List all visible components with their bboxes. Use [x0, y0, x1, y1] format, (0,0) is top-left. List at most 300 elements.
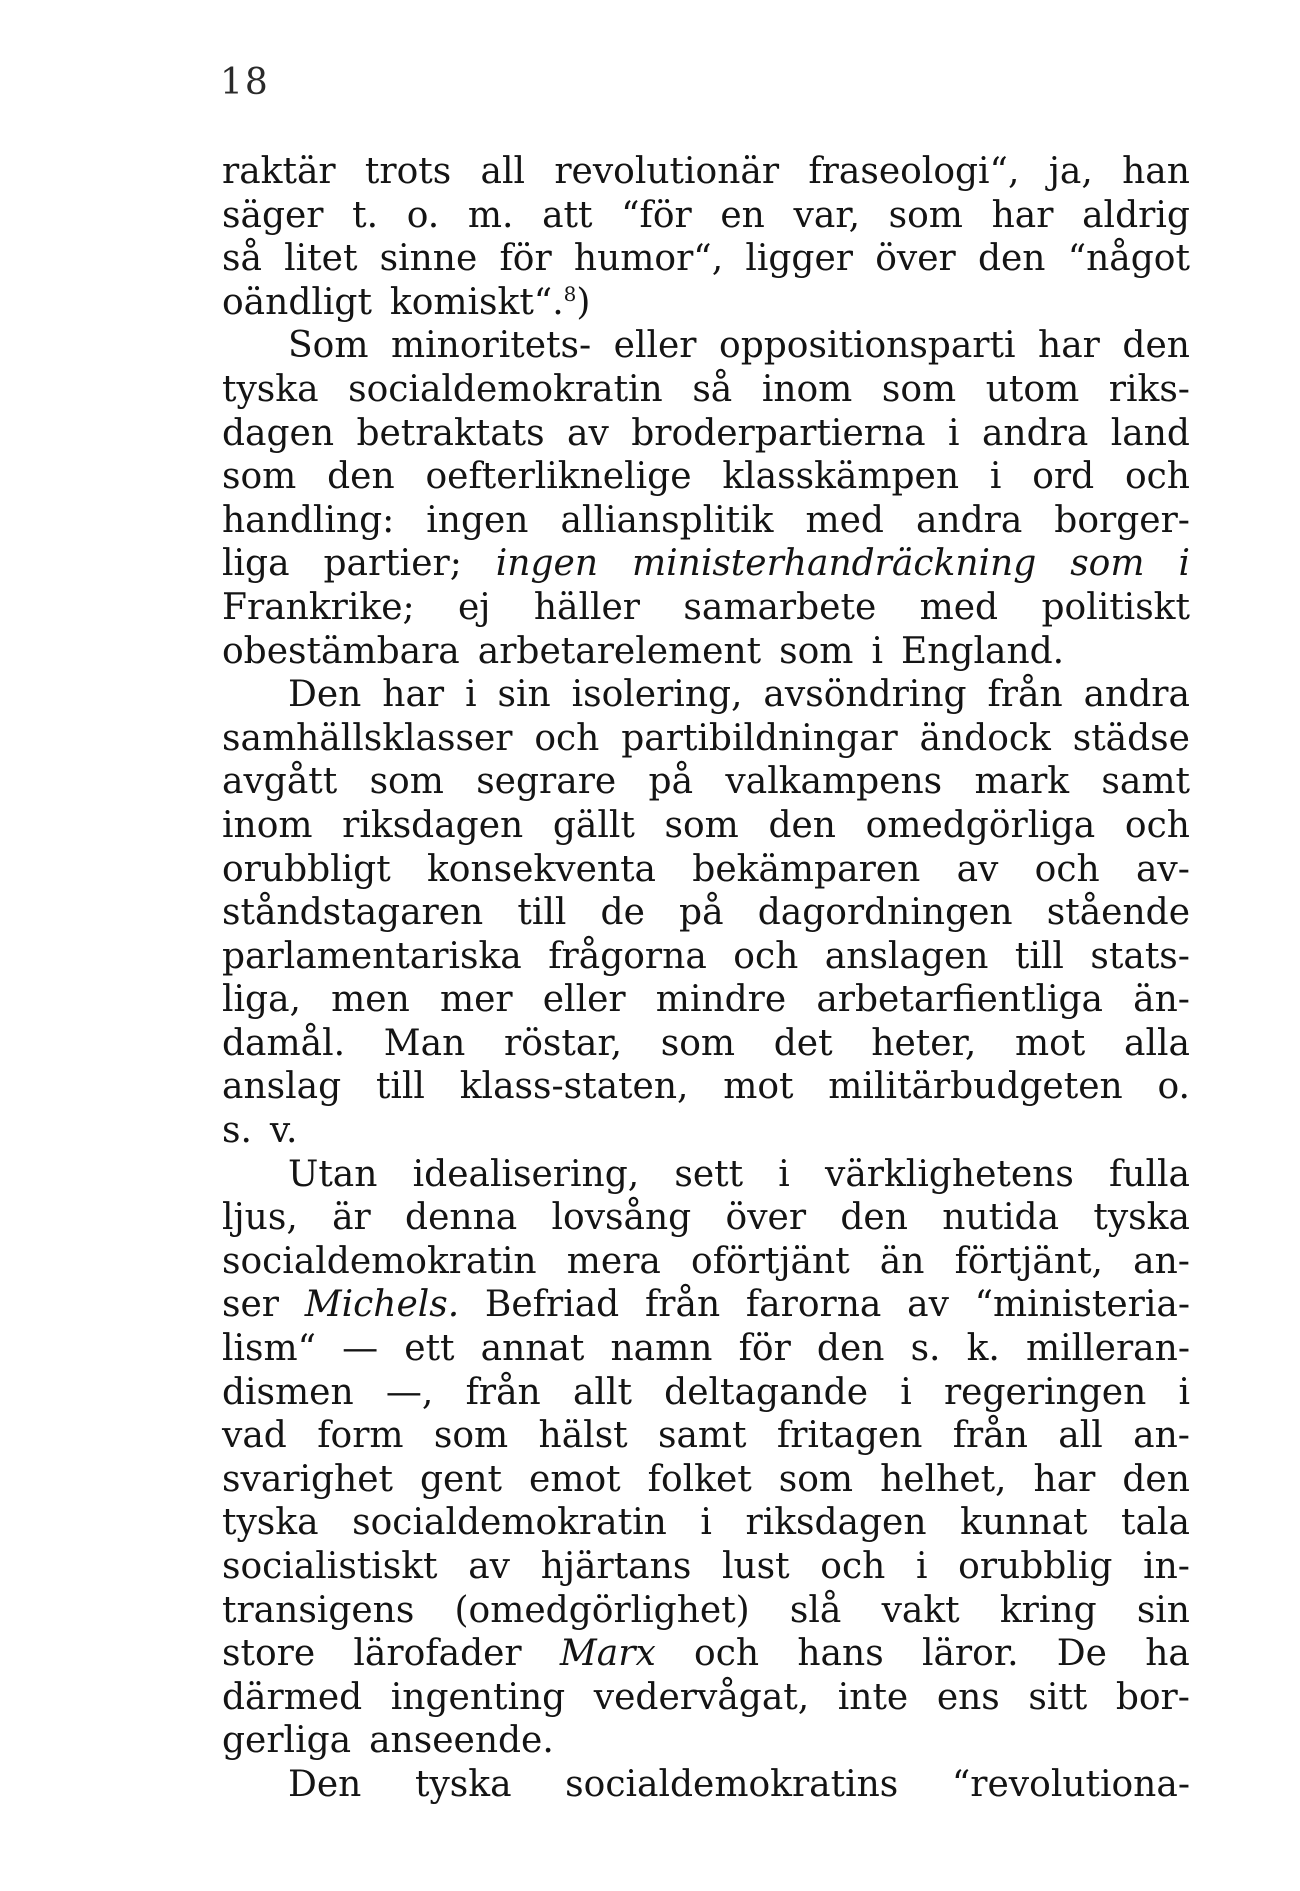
word — [386, 1371, 433, 1415]
word — [683, 586, 876, 630]
word — [937, 1676, 1000, 1720]
word — [1109, 1153, 1190, 1197]
word-text: oefterliknelige — [425, 456, 692, 498]
word — [866, 804, 1096, 848]
word-text: alliansplitik — [560, 499, 774, 541]
word — [900, 1371, 912, 1415]
word-text: arbetarelement — [477, 630, 762, 672]
word — [496, 542, 598, 586]
text-line — [222, 368, 1190, 412]
word-text: denna — [405, 1197, 518, 1239]
word-text: vedervågat, — [593, 1676, 810, 1718]
word-text: i — [989, 456, 1002, 498]
word — [723, 1065, 793, 1109]
word-text: nutida — [942, 1197, 1060, 1239]
word-text: arbetarfientliga — [816, 979, 1103, 1021]
word — [1026, 1327, 1190, 1371]
word — [1125, 804, 1190, 848]
word — [222, 586, 415, 630]
word — [380, 237, 478, 281]
word-text: slå — [789, 1589, 842, 1631]
word-text: revolutionär — [554, 151, 780, 192]
word-text: av — [567, 412, 609, 454]
word — [722, 1545, 790, 1589]
word — [1034, 1458, 1096, 1502]
word — [305, 1283, 459, 1327]
word-text: så — [222, 238, 262, 280]
word-text: emot — [529, 1458, 621, 1500]
word-text: är — [332, 1197, 371, 1239]
word-text: samhällsklasser — [222, 717, 513, 759]
text-line — [222, 281, 1190, 325]
footnote-marker: 8 — [563, 281, 577, 306]
word — [875, 237, 956, 281]
word — [774, 1022, 833, 1066]
word — [534, 586, 640, 630]
text-line — [222, 150, 1190, 194]
word-text: namn — [610, 1328, 713, 1370]
word-text: som — [888, 194, 963, 236]
word-text: Den — [288, 674, 362, 716]
word — [1073, 717, 1190, 761]
word-text: inom — [761, 368, 853, 410]
word-text: inte — [837, 1676, 909, 1718]
word — [384, 1022, 466, 1066]
word — [768, 804, 836, 848]
word-text: ståndstagaren — [222, 892, 484, 934]
word — [468, 1545, 510, 1589]
word — [674, 1153, 743, 1197]
word-text: ingenting — [390, 1676, 566, 1718]
word-text: betraktats — [356, 412, 545, 454]
text-line — [222, 673, 1190, 717]
word-text: socialdemokratin — [352, 1502, 667, 1544]
word — [222, 1371, 354, 1415]
word — [779, 1458, 853, 1502]
word — [692, 368, 732, 412]
word-text: gent — [420, 1458, 503, 1500]
word — [370, 760, 444, 804]
word-text: läror. — [921, 1633, 1019, 1675]
word-text: över — [875, 238, 956, 280]
body-text — [222, 150, 1190, 1807]
word — [567, 1240, 661, 1284]
word — [745, 1501, 926, 1545]
word — [1178, 542, 1190, 586]
word — [1136, 848, 1190, 892]
word — [567, 412, 609, 456]
text-line — [222, 804, 1190, 848]
word — [554, 150, 779, 194]
word-text: Som — [288, 325, 369, 367]
word-text: gällt — [552, 804, 635, 846]
word-text: parlamentariska — [222, 935, 522, 977]
word-text: en — [720, 194, 765, 236]
word — [288, 324, 368, 368]
word-text: i — [778, 1153, 790, 1195]
word-text: andra — [981, 412, 1089, 454]
word — [1049, 150, 1093, 194]
word-text: som — [881, 368, 957, 410]
word — [565, 1763, 898, 1807]
word-text: utom — [985, 368, 1080, 410]
word — [499, 237, 551, 281]
word-text: hans — [797, 1633, 884, 1675]
word-text: ändock — [919, 717, 1051, 759]
word — [222, 848, 391, 892]
word-text: så — [692, 368, 733, 410]
word — [222, 804, 313, 848]
word — [376, 1065, 425, 1109]
word — [222, 1676, 362, 1720]
word-text: i — [871, 630, 883, 672]
word — [763, 673, 966, 717]
word-text: andra — [915, 499, 1023, 541]
word — [541, 1545, 692, 1589]
word-text: var, — [793, 194, 861, 236]
word — [352, 194, 378, 238]
word — [222, 194, 324, 238]
word — [880, 1458, 1006, 1502]
word-text: från — [952, 1415, 1028, 1457]
word-text: Frankrike; — [222, 586, 415, 628]
word-text: land — [1110, 412, 1190, 454]
text-line — [222, 412, 1190, 456]
word — [725, 760, 942, 804]
word-text: som — [779, 630, 854, 672]
word-text: och — [1124, 456, 1190, 498]
word-text: annat — [480, 1328, 585, 1370]
text-line — [222, 1414, 1190, 1458]
word — [356, 412, 544, 456]
word — [1145, 1632, 1190, 1676]
word-text: socialistiskt — [222, 1546, 438, 1587]
word-text: tyska — [222, 368, 319, 410]
word-text: anslag — [222, 1066, 342, 1108]
word — [825, 935, 989, 979]
word-text: Man — [383, 1022, 466, 1064]
word-text: inom — [222, 804, 313, 846]
word — [992, 194, 1054, 238]
word — [777, 1414, 923, 1458]
word — [746, 1283, 882, 1327]
word-text: röstar, — [504, 1022, 623, 1064]
word-text: på — [679, 892, 724, 934]
text-line — [222, 1589, 1190, 1633]
word — [658, 1414, 747, 1458]
word — [967, 1327, 1000, 1371]
word-text: dagen — [222, 412, 335, 454]
word-text: som — [778, 1458, 854, 1500]
word-text: den — [1122, 325, 1190, 367]
word — [820, 1545, 885, 1589]
word-text: an- — [1133, 1240, 1190, 1282]
word-text: fraseologi“, — [808, 151, 1020, 192]
word — [465, 673, 477, 717]
word — [665, 804, 739, 848]
word — [352, 1501, 667, 1545]
word-text: folket — [647, 1458, 752, 1500]
word — [222, 1065, 341, 1109]
text-line — [222, 1109, 1190, 1153]
word — [838, 1676, 908, 1720]
word-text: Marx — [559, 1633, 656, 1675]
word-text: — — [342, 1328, 379, 1370]
word — [828, 1065, 1122, 1109]
word-text: raktär — [222, 151, 336, 192]
word — [907, 1283, 949, 1327]
word — [1111, 412, 1190, 456]
word-text: i — [1178, 543, 1190, 585]
word-text: komiskt“. — [389, 281, 564, 323]
word-text: och — [1124, 804, 1190, 846]
text-line — [222, 1458, 1190, 1502]
word — [955, 1240, 1103, 1284]
word — [222, 412, 334, 456]
word — [990, 455, 1002, 499]
word-text: mindre — [655, 979, 787, 1021]
word-text: i — [465, 674, 477, 716]
word-text: helhet, — [880, 1458, 1007, 1500]
word-text: i — [915, 1546, 928, 1587]
word-text: partibildningar — [621, 717, 898, 759]
word-text: ingen — [495, 543, 599, 585]
word-text: k. — [966, 1328, 1000, 1370]
word-text: samarbete — [683, 586, 877, 628]
word — [1090, 935, 1190, 979]
word — [911, 1327, 941, 1371]
word-text: sinne — [379, 238, 478, 280]
word — [916, 499, 1022, 543]
word — [901, 630, 1064, 674]
word-text: i — [900, 1371, 912, 1413]
word — [331, 978, 410, 1022]
word — [504, 1022, 622, 1066]
word-text: med — [805, 499, 884, 541]
word — [632, 542, 1036, 586]
word-text: fritagen — [776, 1415, 923, 1457]
word-text: sin — [1136, 1589, 1190, 1631]
word-text: och — [733, 935, 799, 977]
word — [426, 499, 528, 543]
word — [534, 717, 599, 761]
word — [664, 1371, 868, 1415]
word-text: mark — [974, 761, 1070, 803]
word — [1125, 455, 1190, 499]
word — [825, 1153, 1074, 1197]
word-text: vakt — [881, 1589, 960, 1631]
word-text: dagordningen — [757, 892, 1013, 934]
word-text: ljus, — [222, 1197, 298, 1239]
word — [982, 412, 1088, 456]
word-text: han — [1122, 151, 1190, 192]
word-text: till — [375, 1066, 425, 1108]
word — [468, 194, 514, 238]
word-text: “för — [621, 194, 692, 236]
word — [222, 1283, 279, 1327]
word — [222, 717, 512, 761]
word — [222, 542, 290, 586]
word-text: den — [327, 456, 395, 498]
word-text: har — [1033, 1458, 1096, 1500]
word-text: idealisering, — [412, 1153, 640, 1195]
word — [692, 848, 920, 892]
word-text: fulla — [1109, 1153, 1190, 1195]
word — [1054, 499, 1190, 543]
text-line — [222, 848, 1190, 892]
word — [840, 1196, 908, 1240]
word-text: sitt — [1028, 1676, 1088, 1718]
text-line — [222, 1153, 1190, 1197]
word-text: minoritets- — [391, 325, 592, 367]
word-text: liga — [222, 543, 290, 585]
word — [413, 1153, 640, 1197]
word-text: form — [317, 1415, 404, 1457]
word — [222, 281, 372, 325]
word — [1178, 1371, 1190, 1415]
word — [543, 978, 626, 1022]
word-text: lism“ — [222, 1328, 317, 1370]
word — [222, 1589, 414, 1633]
word — [1122, 1458, 1190, 1502]
word — [700, 1501, 712, 1545]
word — [920, 586, 999, 630]
word-text: över — [725, 1197, 807, 1239]
word — [808, 150, 1019, 194]
word-text: tyska — [222, 1502, 319, 1544]
word — [415, 1763, 512, 1807]
word-text: värklighetens — [824, 1153, 1074, 1195]
word-text: riksdagen — [745, 1502, 927, 1544]
word — [719, 324, 1015, 368]
word-text: oändligt — [222, 281, 372, 323]
word — [1133, 1240, 1190, 1284]
word — [1047, 891, 1190, 935]
word — [498, 673, 551, 717]
word — [1101, 760, 1190, 804]
word-text: riks- — [1108, 368, 1190, 410]
word — [733, 935, 798, 979]
word — [481, 150, 526, 194]
word-text: tyska — [1093, 1197, 1190, 1239]
word-text: “revolutiona- — [951, 1763, 1190, 1805]
word — [745, 237, 853, 281]
word-text: och — [820, 1546, 886, 1587]
word-text: ett — [404, 1328, 455, 1370]
word-text: har — [991, 194, 1054, 236]
word — [365, 150, 451, 194]
text-line — [222, 630, 1190, 674]
word-text: avgått — [222, 761, 338, 803]
word-text: på — [648, 761, 694, 803]
word-text: av — [956, 848, 999, 890]
word-text: humor“, — [573, 238, 724, 280]
word — [324, 542, 462, 586]
word — [694, 1632, 759, 1676]
word — [420, 1458, 502, 1502]
word-text: ligger — [745, 238, 853, 280]
word-text: bekämparen — [692, 848, 921, 890]
word — [758, 891, 1013, 935]
word-text: gerliga — [222, 1720, 352, 1762]
word — [1028, 1676, 1087, 1720]
word — [222, 630, 460, 674]
word-text: valkampens — [725, 761, 943, 803]
word-text: att — [542, 194, 593, 236]
word-text: “ministeria- — [974, 1284, 1190, 1326]
word — [614, 324, 697, 368]
word — [960, 1501, 1087, 1545]
word-text: s. — [910, 1328, 941, 1370]
word — [539, 1414, 628, 1458]
word-text: vad — [222, 1415, 287, 1457]
word — [958, 1545, 1112, 1589]
word-text: för — [499, 238, 552, 280]
word — [1124, 1022, 1190, 1066]
word — [222, 499, 394, 543]
word — [222, 1240, 537, 1284]
word — [460, 1065, 689, 1109]
word — [679, 891, 724, 935]
word — [726, 1196, 807, 1240]
word-text: lärofader — [353, 1633, 522, 1675]
word-text: liga, — [222, 979, 301, 1021]
text-line — [222, 891, 1190, 935]
word-text: mot — [1014, 1022, 1086, 1064]
word-text: som — [664, 804, 739, 846]
word-text: från — [987, 674, 1063, 716]
word — [542, 194, 592, 238]
text-line — [222, 978, 1190, 1022]
word — [222, 455, 296, 499]
word-text: o. — [406, 194, 440, 236]
word — [1109, 368, 1190, 412]
word — [426, 455, 692, 499]
word-text: an- — [1133, 1415, 1190, 1457]
word — [548, 935, 707, 979]
word — [649, 760, 694, 804]
word-text: ministerhandräckning — [631, 543, 1037, 585]
word-text: hjärtans — [540, 1546, 692, 1587]
word-text: i — [1178, 1371, 1190, 1413]
word — [573, 1371, 632, 1415]
text-line — [222, 237, 1190, 281]
word — [553, 804, 635, 848]
word — [1157, 1065, 1189, 1109]
word — [348, 368, 663, 412]
text-line — [222, 717, 1190, 761]
word — [1121, 1501, 1190, 1545]
word — [790, 1589, 841, 1633]
word-text: av- — [1135, 848, 1190, 890]
word-text: eller — [542, 979, 626, 1021]
text-line — [222, 542, 1190, 586]
word-text: ser — [222, 1284, 279, 1326]
word-text: litet — [284, 238, 358, 280]
word-text: s. — [222, 1110, 252, 1152]
text-line — [222, 1763, 1190, 1807]
word — [222, 760, 337, 804]
word — [889, 194, 963, 238]
word-text: i — [700, 1502, 712, 1544]
word-text: lovsång — [551, 1197, 692, 1239]
word — [1032, 455, 1094, 499]
word — [1082, 194, 1190, 238]
word-text: avsöndring — [763, 674, 967, 716]
word-text: den — [816, 1328, 885, 1370]
word-text: samt — [1101, 761, 1190, 803]
word — [327, 455, 395, 499]
